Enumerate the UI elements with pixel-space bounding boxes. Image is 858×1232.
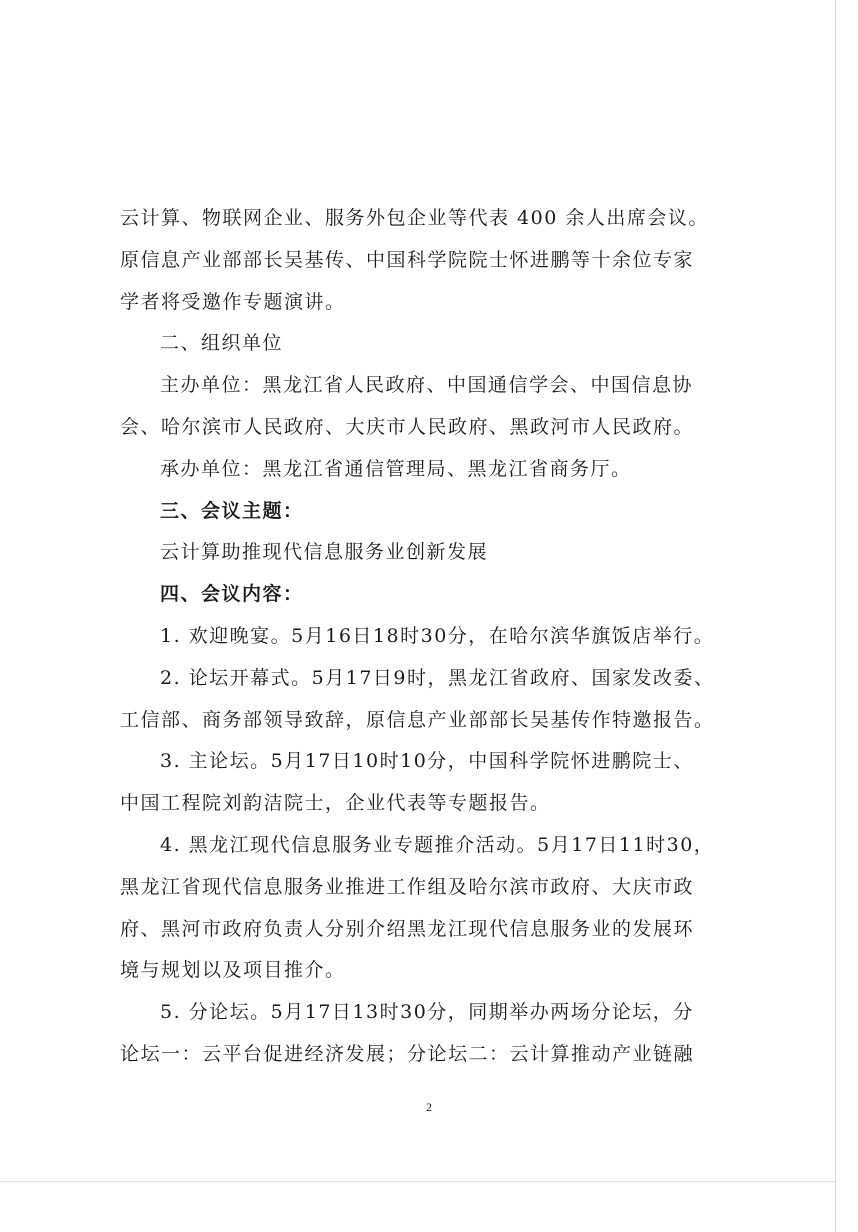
document-body [120, 198, 720, 1076]
body-line: 云计算、物联网企业、服务外包企业等代表 400 余人出席会议。 [120, 207, 709, 229]
body-line: 黑龙江省现代信息服务业推进工作组及哈尔滨市政府、大庆市政 [120, 875, 695, 898]
body-line: 云计算助推现代信息服务业创新发展 [160, 541, 489, 564]
body-line: 3. 主论坛。5月17日10时10分，中国科学院怀进鹏院士、 [160, 750, 694, 773]
body-line: 府、黑河市政府负责人分别介绍黑龙江现代信息服务业的发展环 [120, 917, 695, 940]
section-heading: 四、会议内容： [160, 583, 304, 606]
scan-edge-right [835, 0, 836, 1232]
body-line: 承办单位：黑龙江省通信管理局、黑龙江省商务厅。 [160, 457, 632, 480]
section-heading: 二、组织单位 [160, 332, 284, 355]
body-line: 工信部、商务部领导致辞，原信息产业部部长吴基传作特邀报告。 [120, 708, 715, 731]
body-line: 4. 黑龙江现代信息服务业专题推介活动。5月17日11时30， [160, 833, 715, 856]
body-line: 论坛一：云平台促进经济发展；分论坛二：云计算推动产业链融 [120, 1042, 695, 1065]
page-number: 2 [426, 1100, 432, 1114]
scan-edge-bottom [0, 1181, 836, 1182]
section-heading: 三、会议主题： [160, 499, 304, 522]
body-line: 原信息产业部部长吴基传、中国科学院院士怀进鹏等十余位专家 [120, 248, 695, 271]
body-line: 中国工程院刘韵洁院士，企业代表等专题报告。 [120, 792, 551, 815]
body-line: 境与规划以及项目推介。 [120, 959, 346, 982]
body-line: 会、哈尔滨市人民政府、大庆市人民政府、黑政河市人民政府。 [120, 415, 695, 438]
body-line: 1. 欢迎晚宴。5月16日18时30分，在哈尔滨华旗饭店举行。 [160, 624, 715, 647]
body-line: 主办单位：黑龙江省人民政府、中国通信学会、中国信息协 [160, 374, 694, 397]
body-line: 学者将受邀作专题演讲。 [120, 290, 346, 313]
body-line: 2. 论坛开幕式。5月17日9时，黑龙江省政府、国家发改委、 [160, 666, 715, 689]
body-line: 5. 分论坛。5月17日13时30分，同期举办两场分论坛，分 [160, 1001, 694, 1024]
